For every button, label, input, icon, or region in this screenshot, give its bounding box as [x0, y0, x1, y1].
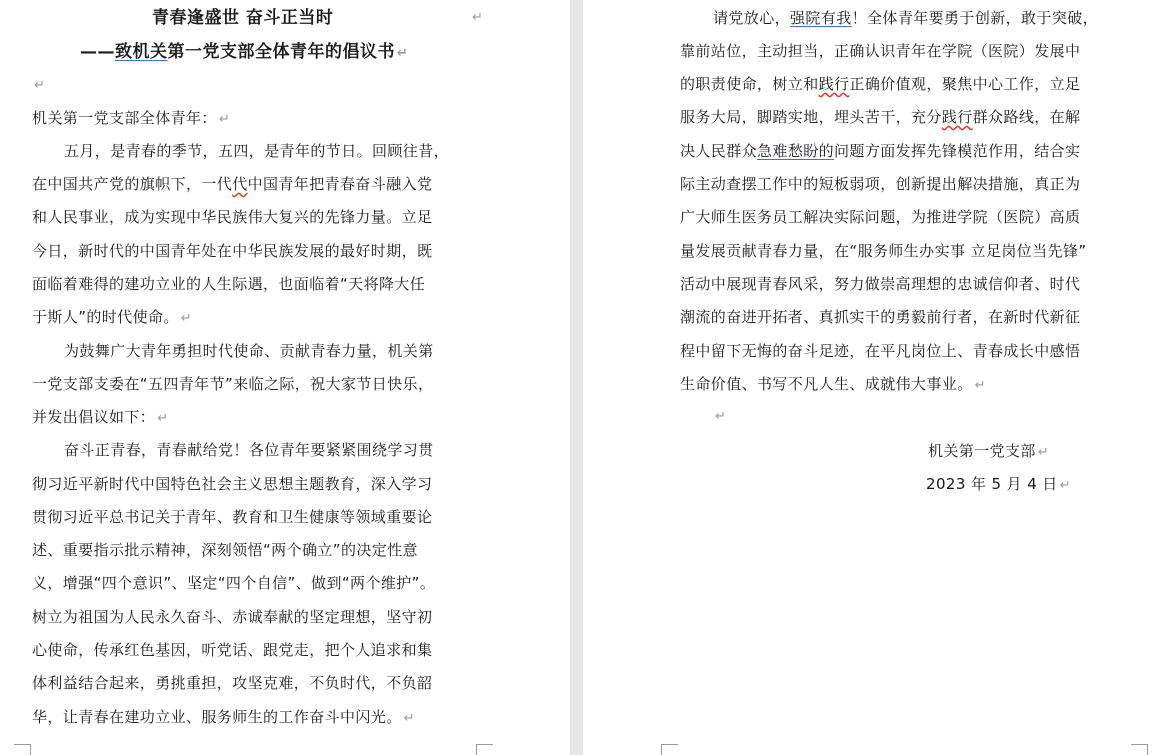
- body-line: 于斯人”的时代使命。 ↵: [32, 308, 193, 326]
- document-page-left: [0, 0, 570, 755]
- body-line: 靠前站位，主动担当，正确认识青年在学院（医院）发展中: [680, 42, 1081, 60]
- body-line: 程中留下无悔的奋斗足迹，在平凡岗位上、青春成长中感悟: [680, 342, 1081, 360]
- body-line: 面临着难得的建功立业的人生际遇，也面临着“天将降大任: [32, 275, 426, 293]
- crop-mark: [1131, 744, 1148, 755]
- body-line: 决人民群众急难愁盼的问题方面发挥先锋模范作用，结合实: [680, 142, 1081, 160]
- crop-mark: [14, 744, 31, 755]
- body-line: 生命价值、书写不凡人生、成就伟大事业。 ↵: [680, 375, 986, 393]
- body-line: 际主动查摆工作中的短板弱项，创新提出解决措施，真正为: [680, 175, 1081, 193]
- document-page-right: [583, 0, 1165, 755]
- body-line: 五月，是青春的季节，五四，是青年的节日。回顾往昔，: [64, 142, 450, 160]
- body-line: 和人民事业，成为实现中华民族伟大复兴的先锋力量。立足: [32, 208, 433, 226]
- paragraph-mark-icon: ↵: [472, 10, 484, 25]
- paragraph-mark-icon: ↵: [715, 409, 727, 424]
- body-line: 活动中展现青春风采，努力做崇高理想的忠诚信仰者、时代: [680, 275, 1081, 293]
- body-line: 请党放心，强院有我！全体青年要勇于创新，敢于突破，: [713, 9, 1099, 27]
- body-line: 并发出倡议如下： ↵: [32, 408, 169, 426]
- body-line: 体利益结合起来，勇挑重担，攻坚克难，不负时代，不负韶: [32, 674, 433, 692]
- body-line: 广大师生医务员工解决实际问题，为推进学院（医院）高质: [680, 208, 1081, 226]
- body-line: 心使命，传承红色基因，听党话、跟党走，把个人追求和集: [32, 641, 433, 659]
- crop-mark: [661, 744, 678, 755]
- body-line: 述、重要指示批示精神，深刻领悟“两个确立”的决定性意: [32, 541, 418, 559]
- body-line: 树立为祖国为人民永久奋斗、赤诚奉献的坚定理想，坚守初: [32, 608, 433, 626]
- body-line: 一党支部支委在“五四青年节”来临之际，祝大家节日快乐，: [32, 375, 434, 393]
- body-line: 今日，新时代的中国青年处在中华民族发展的最好时期，既: [32, 242, 433, 260]
- body-line: 华，让青春在建功立业、服务师生的工作奋斗中闪光。 ↵: [32, 708, 415, 726]
- body-line: 服务大局，脚踏实地，埋头苦干，充分践行群众路线，在解: [680, 108, 1081, 126]
- body-line: 彻习近平新时代中国特色社会主义思想主题教育，深入学习: [32, 475, 433, 493]
- body-line: 为鼓舞广大青年勇担时代使命、贡献青春力量，机关第: [64, 342, 434, 360]
- title-line-2: ——致机关第一党支部全体青年的倡议书 ↵: [80, 42, 409, 62]
- salutation: 机关第一党支部全体青年： ↵: [32, 109, 231, 127]
- body-line: 义，增强“四个意识”、坚定“四个自信”、做到“两个维护”。: [32, 574, 436, 592]
- body-line: 量发展贡献青春力量，在“服务师生办实事 立足岗位当先锋”: [680, 242, 1087, 260]
- signature: 机关第一党支部 ↵: [928, 442, 1050, 460]
- body-line: 的职责使命，树立和践行正确价值观，聚焦中心工作，立足: [680, 75, 1081, 93]
- body-line: 贯彻习近平总书记关于青年、教育和卫生健康等领域重要论: [32, 508, 433, 526]
- crop-mark: [476, 744, 493, 755]
- body-line: 奋斗正青春，青春献给党！各位青年要紧紧围绕学习贯: [64, 441, 434, 459]
- title-line-1: 青春逢盛世 奋斗正当时: [152, 8, 334, 28]
- date: 2023 年 5 月 4 日 ↵: [926, 475, 1071, 493]
- body-line: 在中国共产党的旗帜下，一代代中国青年把青春奋斗融入党: [32, 175, 433, 193]
- paragraph-mark-icon: ↵: [34, 78, 46, 93]
- body-line: 潮流的奋进开拓者、真抓实干的勇毅前行者，在新时代新征: [680, 308, 1081, 326]
